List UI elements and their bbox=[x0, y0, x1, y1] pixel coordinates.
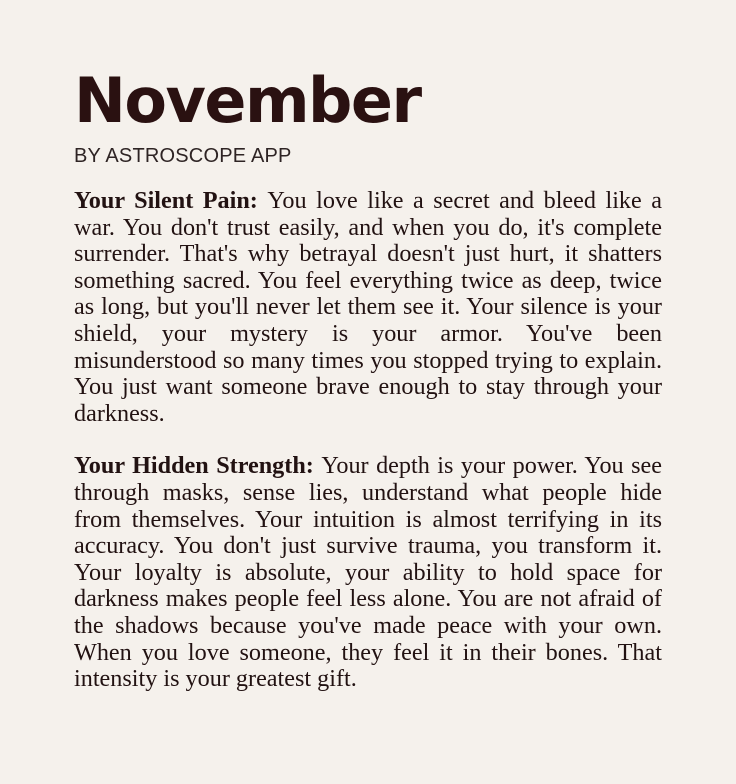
section-heading: Your Silent Pain: bbox=[74, 187, 268, 214]
section-silent-pain bbox=[74, 188, 662, 427]
document-page bbox=[74, 62, 662, 693]
page-title: November bbox=[74, 64, 421, 137]
section-heading: Your Hidden Strength: bbox=[74, 452, 322, 480]
section-body: Your depth is your power. You see through masks, sense lies, understand what people hide from themselves. Your intuition is almost terrifying in its accuracy. You don't just survive trauma, you transform it. Your loyalty is absolute, your ability to hold space for darkness makes people feel less alone. You are not afraid of the shadows because you've made peace with your own. When you love someone, they feel it in their bones. That intensity is your greatest gift. bbox=[74, 452, 662, 693]
section-body: You love like a secret and bleed like a war. You don't trust easily, and when you do, it's complete surrender. That's why betrayal doesn't just hurt, it shatters something sacred. You feel everything twice as deep, twice as long, but you'll never let them see it. Your silence is your shield, your mystery is your armor. You've been misunderstood so many times you stopped trying to explain. You just want someone brave enough to stay through your darkness. bbox=[74, 187, 662, 427]
section-hidden-strength bbox=[74, 453, 662, 692]
byline: BY ASTROSCOPE APP bbox=[74, 145, 292, 167]
